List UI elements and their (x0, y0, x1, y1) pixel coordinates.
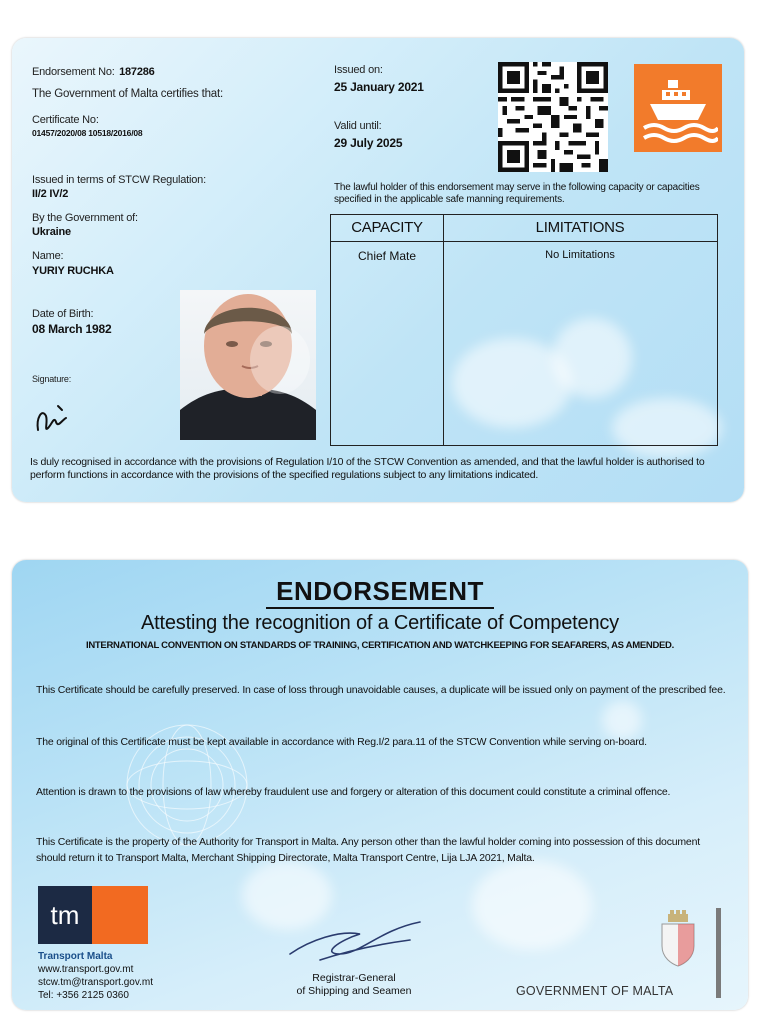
transport-malta-contact (38, 950, 153, 1002)
ship-logo (634, 64, 722, 152)
government-label: By the Government of: (32, 212, 138, 224)
property-paragraph: This Certificate is the property of the Authority for Transport in Malta. Any person other than the lawful holder coming into possession of this document should return it to Transport Malta, Merchant Shipping Directorate, Malta Transport Centre, Lija LJA 2021, Malta. (36, 836, 700, 864)
tm-email: stcw.tm@transport.gov.mt (38, 977, 153, 988)
limitations-value: No Limitations (545, 249, 615, 261)
capacity-value: Chief Mate (357, 249, 417, 263)
holder-photo (180, 290, 316, 440)
government-of-malta: GOVERNMENT OF MALTA (516, 984, 674, 998)
table-header-rule (331, 241, 717, 242)
certificate-number: 01457/2020/08 10518/2016/08 (32, 128, 143, 138)
preservation-paragraph: This Certificate should be carefully preserved. In case of loss through unavoidable causes, a duplicate will be issued only on payment of the prescribed fee. (36, 684, 726, 696)
tm-telephone: Tel: +356 2125 0360 (38, 990, 129, 1001)
issued-on-label: Issued on: (334, 64, 383, 76)
endorsement-number: 187286 (119, 66, 155, 78)
convention-title: INTERNATIONAL CONVENTION ON STANDARDS OF TRAINING, CERTIFICATION AND WATCHKEEPING FOR SEAFARERS, AS AMENDED. (86, 640, 674, 651)
stcw-regulation-label: Issued in terms of STCW Regulation: (32, 174, 206, 186)
issued-on-value: 25 January 2021 (334, 80, 424, 94)
capacity-header: CAPACITY (351, 219, 423, 236)
name-label: Name: (32, 250, 64, 262)
registrar-line1: Registrar-General (312, 972, 396, 984)
stcw-regulation-value: II/2 IV/2 (32, 188, 69, 200)
endorsement-number-row (32, 62, 155, 80)
registrar-line2: of Shipping and Seamen (296, 985, 412, 997)
tm-logo-orange-block (92, 886, 148, 944)
dob-value: 08 March 1982 (32, 322, 112, 336)
back-subtitle: Attesting the recognition of a Certificate of Competency (141, 612, 619, 634)
tm-name: Transport Malta (38, 951, 113, 962)
attention-paragraph: Attention is drawn to the provisions of law whereby fraudulent use and forgery or alteration of this document could constitute a criminal offence. (36, 786, 671, 798)
government-bar (716, 908, 721, 998)
capacity-table (330, 214, 718, 446)
back-title: ENDORSEMENT (276, 576, 484, 606)
registrar-caption (274, 972, 434, 998)
endorsement-card-back (12, 560, 748, 1010)
recognition-footer: Is duly recognised in accordance with the provisions of Regulation I/10 of the STCW Convention as amended, and that the lawful holder is authorised to perform functions in accordance with the provisions of the specified regulations subject to any limitations indicated. (30, 456, 705, 481)
certificate-number-label: Certificate No: (32, 114, 99, 126)
government-value: Ukraine (32, 226, 71, 238)
signature-label: Signature: (32, 374, 72, 384)
limitations-header: LIMITATIONS (535, 219, 625, 236)
dob-label: Date of Birth: (32, 308, 94, 320)
registrar-signature (280, 910, 430, 966)
lawful-holder-text: The lawful holder of this endorsement may serve in the following capacity or capacities specified in the applicable safe manning requirements. (334, 182, 700, 205)
original-paragraph: The original of this Certificate must be kept available in accordance with Reg.I/2 para.11 of the STCW Convention while serving on-board. (36, 736, 647, 748)
holder-name: YURIY RUCHKA (32, 265, 114, 277)
endorsement-number-label: Endorsement No: (32, 66, 115, 78)
malta-coat-of-arms (654, 910, 702, 970)
valid-until-value: 29 July 2025 (334, 136, 403, 150)
certifies-text: The Government of Malta certifies that: (32, 88, 223, 100)
title-underline (266, 607, 494, 609)
valid-until-label: Valid until: (334, 120, 382, 132)
transport-malta-logo (38, 886, 148, 944)
hologram-glow (472, 860, 592, 950)
tm-website: www.transport.gov.mt (38, 964, 134, 975)
tm-logo-text: tm (38, 886, 92, 944)
endorsement-card-front (12, 38, 744, 502)
holder-signature (32, 398, 76, 438)
qr-code (498, 62, 608, 172)
